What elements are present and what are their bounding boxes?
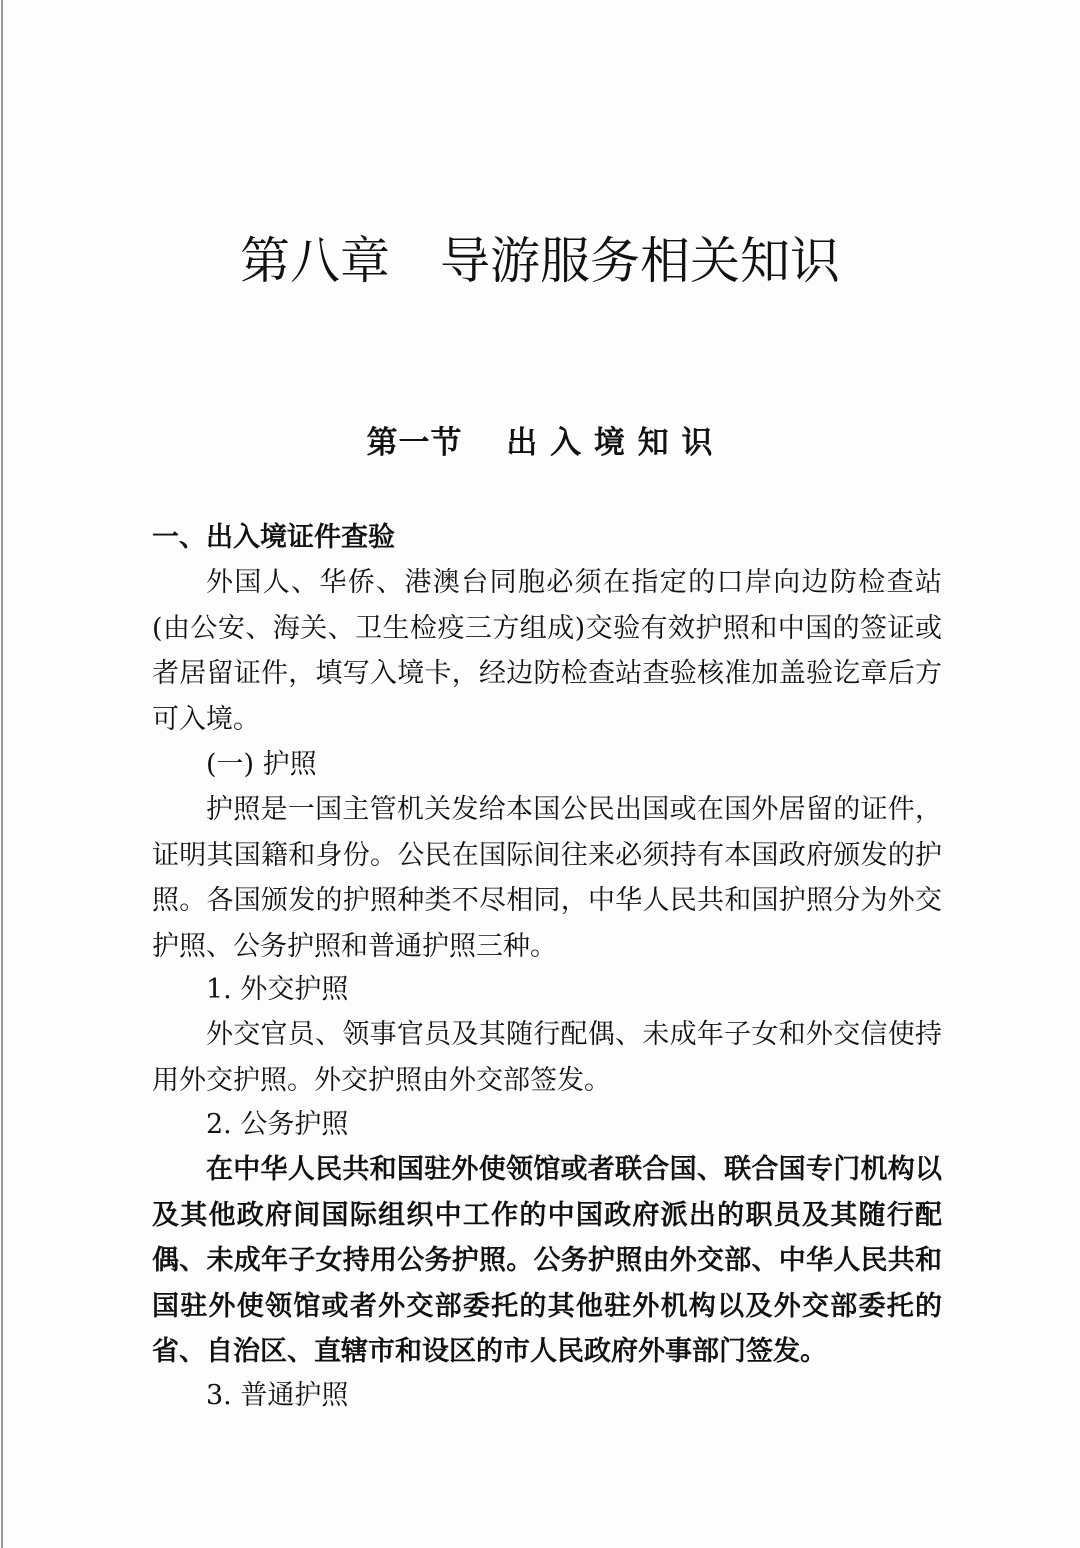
intro-paragraph: 外国人、华侨、港澳台同胞必须在指定的口岸向边防检查站(由公安、海关、卫生检疫三方组成)交验有效护照和中国的签证或者居留证件，填写入境卡，经边防检查站查验核准加盖验讫章后方可入境。	[152, 567, 942, 735]
item-1-heading: 1. 外交护照	[206, 974, 349, 1005]
section-title: 第一节 出 入 境 知 识	[366, 425, 714, 461]
item-2-paragraph: 在中华人民共和国驻外使领馆或者联合国、联合国专门机构以及其他政府间国际组织中工作的中国政府派出的职员及其随行配偶、未成年子女持用公务护照。公务护照由外交部、中华人民共和国驻外使领馆或者外交部委托的其他驻外机构以及外交部委托的省、自治区、直辖市和设区的市人民政府外事部门签发。	[152, 1154, 942, 1367]
item-1-paragraph-block	[152, 1012, 942, 1103]
chapter-title: 第八章 导游服务相关知识	[240, 232, 840, 290]
sub-heading-passport: (一) 护照	[206, 749, 317, 780]
item-2-heading: 2. 公务护照	[206, 1109, 349, 1140]
item-3-heading: 3. 普通护照	[206, 1380, 349, 1411]
item-2-paragraph-block	[152, 1147, 942, 1375]
passport-paragraph-block	[152, 787, 942, 969]
passport-paragraph: 护照是一国主管机关发给本国公民出国或在国外居留的证件，证明其国籍和身份。公民在国际间往来必须持有本国政府颁发的护照。各国颁发的护照种类不尽相同，中华人民共和国护照分为外交护照、公务护照和普通护照三种。	[152, 794, 942, 962]
item-1-paragraph: 外交官员、领事官员及其随行配偶、未成年子女和外交信使持用外交护照。外交护照由外交部签发。	[152, 1019, 942, 1096]
intro-paragraph-block	[152, 560, 942, 742]
heading-entry-exit-document-check: 一、出入境证件查验	[152, 522, 395, 553]
